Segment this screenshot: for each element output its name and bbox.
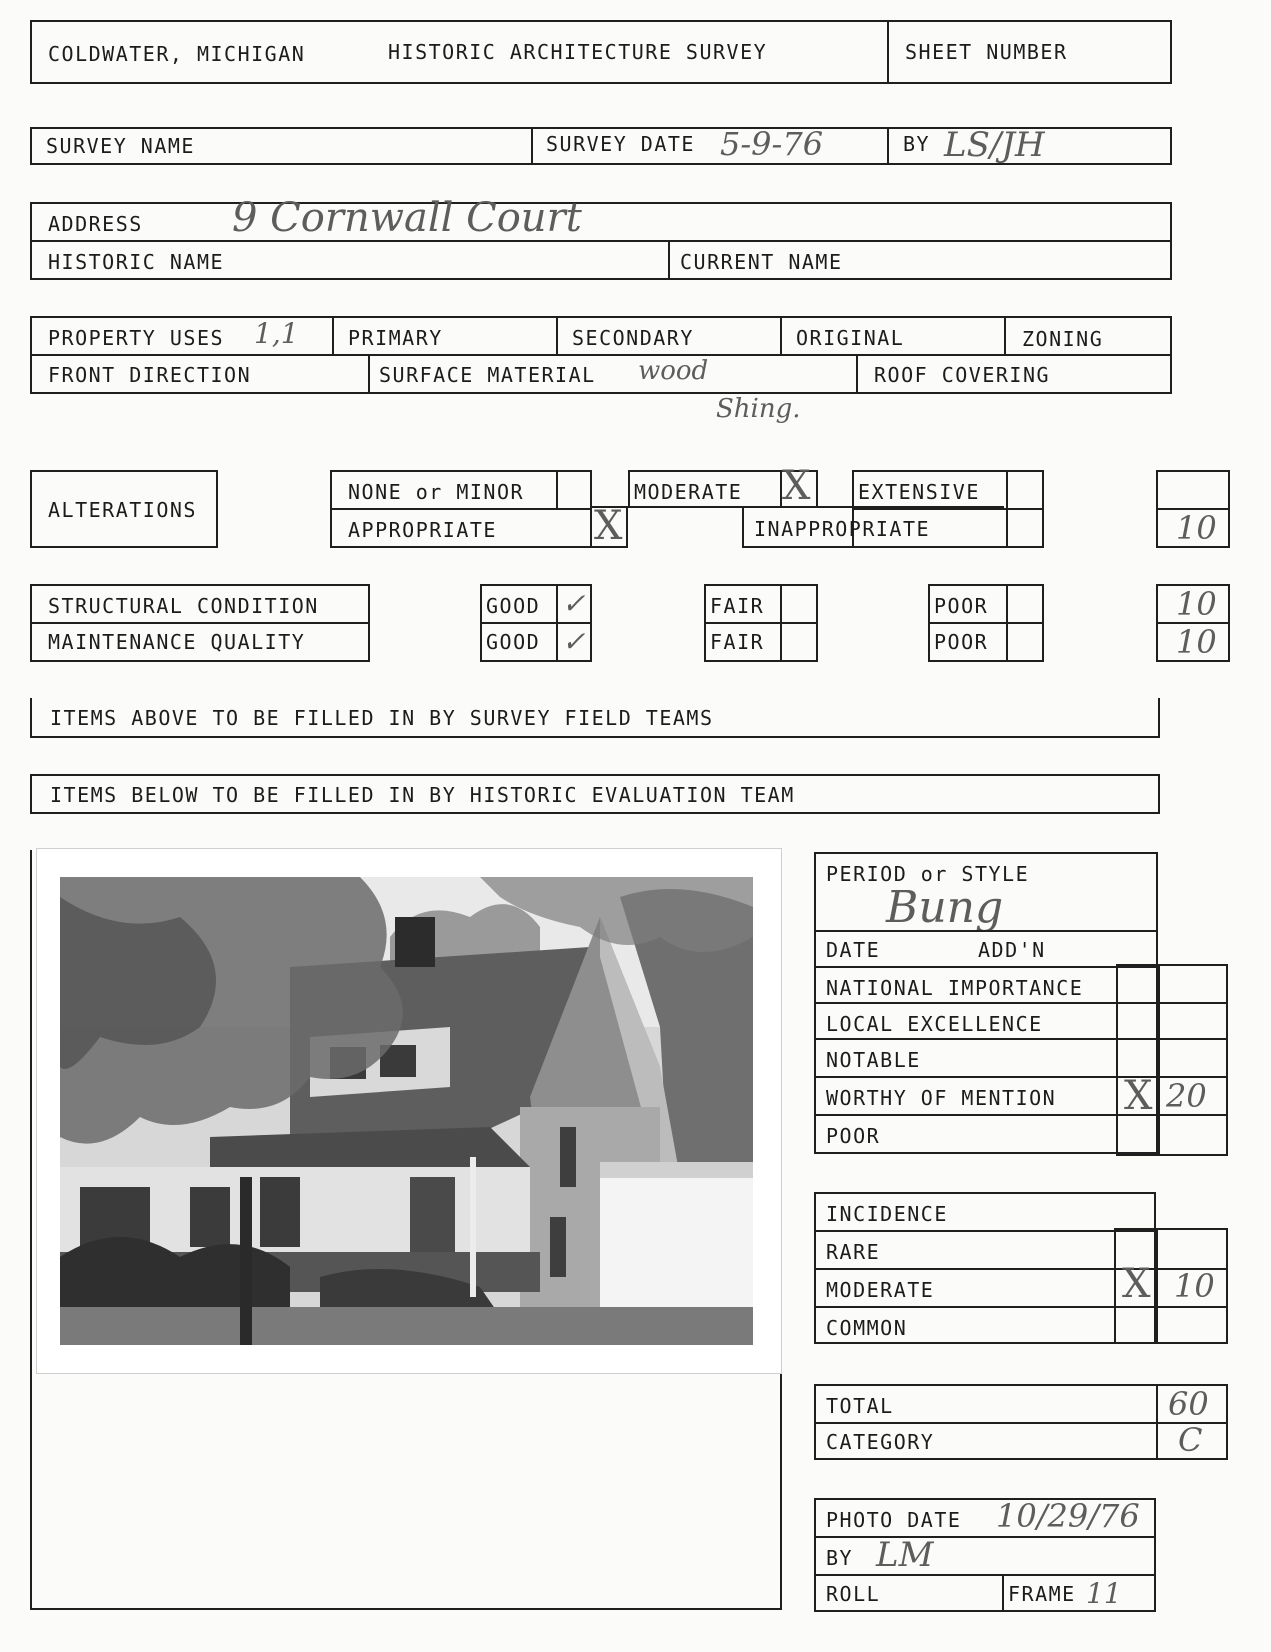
poor-eval-label: POOR bbox=[826, 1124, 881, 1148]
local-excellence-label: LOCAL EXCELLENCE bbox=[826, 1012, 1043, 1036]
current-name-label: CURRENT NAME bbox=[680, 250, 843, 274]
photo-by-value: LM bbox=[876, 1535, 934, 1575]
original-label: ORIGINAL bbox=[796, 326, 905, 350]
condition-label-box bbox=[30, 584, 370, 662]
survey-by-label: BY bbox=[903, 132, 931, 156]
historic-name-label: HISTORIC NAME bbox=[48, 250, 225, 274]
surface-material-label: SURFACE MATERIAL bbox=[379, 363, 596, 387]
good-label-1: GOOD bbox=[486, 594, 541, 618]
address-label: ADDRESS bbox=[48, 212, 143, 236]
structural-score: 10 bbox=[1176, 585, 1217, 623]
fair-label-1: FAIR bbox=[710, 594, 765, 618]
secondary-label: SECONDARY bbox=[572, 326, 694, 350]
property-uses-label: PROPERTY USES bbox=[48, 326, 225, 350]
photo-date-label: PHOTO DATE bbox=[826, 1508, 962, 1532]
incidence-label: INCIDENCE bbox=[826, 1202, 948, 1226]
moderate-incidence-label: MODERATE bbox=[826, 1278, 935, 1302]
period-style-label: PERIOD or STYLE bbox=[826, 862, 1030, 886]
rare-label: RARE bbox=[826, 1240, 881, 1264]
moderate-label: MODERATE bbox=[634, 480, 743, 504]
date-label: DATE bbox=[826, 938, 881, 962]
note-below: ITEMS BELOW TO BE FILLED IN BY HISTORIC EVALUATION TEAM bbox=[50, 783, 795, 807]
period-style-value: Bung bbox=[886, 882, 1004, 933]
none-minor-label: NONE or MINOR bbox=[348, 480, 525, 504]
roll-label: ROLL bbox=[826, 1582, 881, 1606]
common-label: COMMON bbox=[826, 1316, 908, 1340]
inappropriate-box bbox=[742, 506, 1004, 548]
maintenance-score: 10 bbox=[1176, 623, 1217, 661]
note-above-box bbox=[30, 698, 1160, 738]
evaluation-box bbox=[814, 852, 1158, 1154]
appropriate-mark: X bbox=[594, 503, 623, 549]
survey-by-value: LS/JH bbox=[944, 125, 1045, 165]
sheet-number-cell bbox=[887, 22, 1172, 82]
total-value: 60 bbox=[1168, 1385, 1209, 1423]
frame-label: FRAME bbox=[1008, 1582, 1076, 1606]
property-uses-value: 1,1 bbox=[254, 317, 299, 350]
incidence-moderate-score: 10 bbox=[1174, 1267, 1215, 1305]
sheet-number-label: SHEET NUMBER bbox=[905, 40, 1068, 64]
header-box bbox=[30, 20, 1172, 84]
roof-covering-label: ROOF COVERING bbox=[874, 363, 1051, 387]
moderate-box bbox=[628, 463, 818, 509]
addn-label: ADD'N bbox=[978, 938, 1046, 962]
total-label: TOTAL bbox=[826, 1394, 894, 1418]
structural-good-mark: ✓ bbox=[562, 587, 586, 620]
surface-material-value-1: wood bbox=[638, 356, 709, 386]
house-photo bbox=[60, 877, 753, 1345]
alterations-score: 10 bbox=[1176, 509, 1217, 547]
address-box bbox=[30, 195, 1172, 280]
extensive-label: EXTENSIVE bbox=[858, 480, 980, 504]
incidence-box bbox=[814, 1192, 1156, 1344]
inappropriate-label: INAPPROPRIATE bbox=[754, 517, 931, 541]
worthy-mark: X bbox=[1124, 1073, 1153, 1119]
poor-label-2: POOR bbox=[934, 630, 989, 654]
form-title: HISTORIC ARCHITECTURE SURVEY bbox=[388, 40, 768, 64]
maintenance-good-mark: ✓ bbox=[562, 625, 586, 658]
survey-date-value: 5-9-76 bbox=[720, 125, 824, 163]
appropriate-label: APPROPRIATE bbox=[348, 518, 497, 542]
poor-box bbox=[928, 584, 1044, 662]
frame-value: 11 bbox=[1086, 1577, 1122, 1610]
photo-by-label: BY bbox=[826, 1546, 854, 1570]
survey-name-label: SURVEY NAME bbox=[46, 134, 195, 158]
alterations-label: ALTERATIONS bbox=[48, 498, 197, 522]
fair-label-2: FAIR bbox=[710, 630, 765, 654]
totals-box bbox=[814, 1384, 1228, 1460]
photo-date-value: 10/29/76 bbox=[996, 1497, 1140, 1535]
front-direction-label: FRONT DIRECTION bbox=[48, 363, 252, 387]
notable-label: NOTABLE bbox=[826, 1048, 921, 1072]
appropriate-check-box bbox=[590, 503, 628, 549]
house-photo-image bbox=[60, 877, 753, 1345]
structural-condition-label: STRUCTURAL CONDITION bbox=[48, 594, 319, 618]
fair-box bbox=[704, 584, 818, 662]
note-above: ITEMS ABOVE TO BE FILLED IN BY SURVEY FIELD TEAMS bbox=[50, 706, 714, 730]
poor-label-1: POOR bbox=[934, 594, 989, 618]
incidence-moderate-mark: X bbox=[1122, 1261, 1151, 1307]
maintenance-quality-label: MAINTENANCE QUALITY bbox=[48, 630, 306, 654]
condition-score-box bbox=[1156, 584, 1230, 662]
address-value: 9 Cornwall Court bbox=[232, 195, 582, 241]
surface-material-value-2: Shing. bbox=[716, 394, 801, 424]
national-importance-label: NATIONAL IMPORTANCE bbox=[826, 976, 1084, 1000]
good-box bbox=[480, 584, 592, 662]
primary-label: PRIMARY bbox=[348, 326, 443, 350]
property-box bbox=[30, 316, 1172, 394]
city-label: COLDWATER, MICHIGAN bbox=[48, 42, 306, 66]
category-value: C bbox=[1178, 1421, 1203, 1459]
note-below-box bbox=[30, 774, 1160, 814]
good-label-2: GOOD bbox=[486, 630, 541, 654]
worthy-of-mention-label: WORTHY OF MENTION bbox=[826, 1086, 1057, 1110]
zoning-label: ZONING bbox=[1022, 327, 1104, 351]
alterations-label-box bbox=[30, 470, 218, 548]
alterations-score-box bbox=[1156, 470, 1230, 548]
alterations-options bbox=[330, 470, 592, 548]
survey-date-label: SURVEY DATE bbox=[546, 132, 695, 156]
evaluation-score-column bbox=[1116, 964, 1228, 1156]
worthy-score: 20 bbox=[1166, 1077, 1207, 1115]
photo-info-box bbox=[814, 1498, 1156, 1612]
incidence-score-column bbox=[1114, 1228, 1228, 1344]
category-label: CATEGORY bbox=[826, 1430, 935, 1454]
moderate-mark: X bbox=[782, 463, 811, 509]
